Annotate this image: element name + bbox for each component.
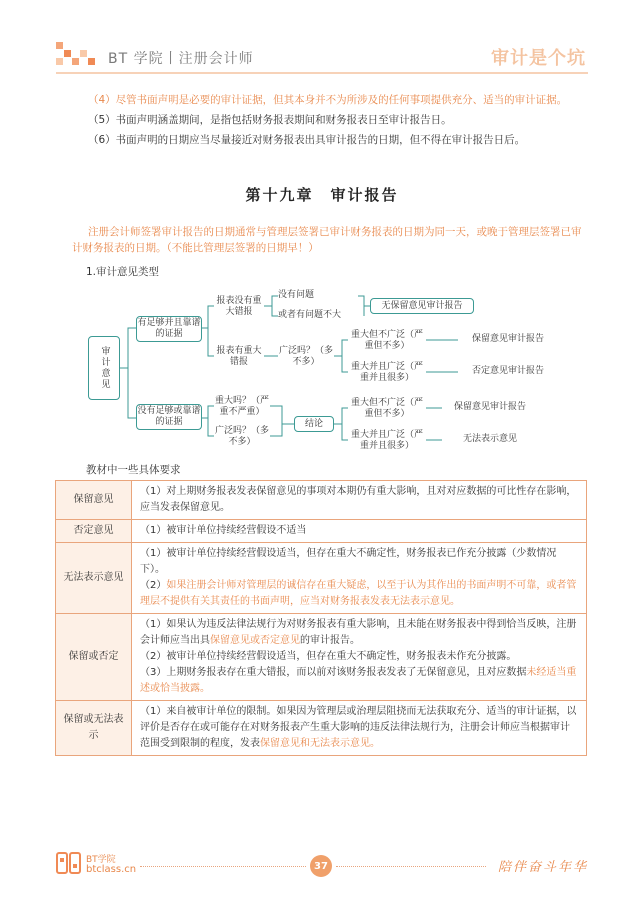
- intro-paragraphs: [72, 92, 582, 148]
- body-text: （1）来自被审计单位的限制。如果因为管理层或治理层阻挠而无法获取充分、适当的审计证据，以评价是否存在或可能存在对财务报表产生重大影响的违反法律法规行为，注册会计师应当根据审计范围受到限制的程度，发表: [140, 706, 577, 749]
- body-text: （2）被审计单位持续经营假设适当，但存在重大不确定性，财务报表未作充分披露。: [140, 651, 517, 662]
- table-row: [56, 481, 587, 520]
- diagram-no-problem: 没有问题: [278, 290, 315, 300]
- diagram-unqualified: 无保留意见审计报告: [370, 298, 474, 314]
- body-text: 的审计报告。: [300, 635, 360, 646]
- table-row-line: [140, 484, 578, 516]
- footer-divider-right: [336, 866, 486, 867]
- table-row-content: [132, 614, 587, 701]
- diagram-sufficient: 有足够并且靠谱的证据: [136, 316, 202, 342]
- diagram-qualified-2: 保留意见审计报告: [453, 402, 526, 412]
- header-slogan: 审计是个坑: [491, 48, 586, 69]
- body-text: （1）对上期财务报表发表保留意见的事项对本期仍有重大影响，且对对应数据的可比性存在影响，应当发表保留意见。: [140, 486, 577, 513]
- table-row-content: [132, 543, 587, 614]
- body-text: （2）: [140, 580, 167, 591]
- table-row-label: 否定意见: [56, 520, 132, 543]
- diagram-qualified-1: 保留意见审计报告: [471, 334, 544, 344]
- intro-para-6: （6）书面声明的日期应当尽量接近对财务报表出具审计报告的日期，但不得在审计报告日后。: [88, 134, 526, 146]
- table-row-content: [132, 701, 587, 756]
- header-divider: [56, 72, 588, 74]
- body-text: （1）被审计单位持续经营假设不适当: [140, 525, 307, 536]
- table-row-label: 保留或否定: [56, 614, 132, 701]
- body-text: （1）如果认为违反法律法规行为对财务报表有重大影响，且未能在财务报表中得到恰当反映，注册会计师应当出具: [140, 619, 577, 646]
- footer-slogan: 陪伴奋斗年华: [497, 860, 588, 875]
- highlighted-text: 未经适当重述或恰当披露。: [140, 667, 577, 694]
- footer-brand-cn: BT学院: [86, 855, 116, 865]
- footer-logo-icon: [56, 852, 82, 874]
- intro-para-4: （4）尽管书面声明是必要的审计证据，但其本身并不为所涉及的任何事项提供充分、适当的审计证据。: [88, 94, 568, 106]
- body-text: （3）上期财务报表存在重大错报，而以前对该财务报表发表了无保留意见，且对应数据: [140, 667, 527, 678]
- header-brand: BT 学院丨注册会计师: [108, 51, 254, 67]
- body-text: （1）被审计单位持续经营假设适当，但存在重大不确定性，财务报表已作充分披露（少数情况下）。: [140, 548, 557, 575]
- diagram-root: 审计意见: [88, 336, 120, 400]
- table-row-line: [140, 704, 578, 752]
- table-row-line: [140, 546, 578, 578]
- diagram-adverse: 否定意见审计报告: [471, 366, 544, 376]
- diagram-material-question: 重大吗？（严重不严重）: [214, 396, 269, 417]
- header-logo-squares: [56, 42, 100, 68]
- table-row-line: [140, 649, 578, 665]
- table-row: [56, 701, 587, 756]
- diagram-disclaimer: 无法表示意见: [462, 434, 517, 444]
- table-row-content: [132, 520, 587, 543]
- table-row-line: [140, 617, 578, 649]
- diagram-pervasive-question-1: 广泛吗？（多不多）: [278, 346, 333, 367]
- diagram-pervasive-question-2: 广泛吗？（多不多）: [214, 426, 269, 447]
- requirements-table: [55, 480, 587, 756]
- diagram-material-not-pervasive-2: 重大但不广泛（严重但不多）: [350, 398, 423, 419]
- table-row: [56, 614, 587, 701]
- diagram-conclusion: 结论: [294, 416, 334, 432]
- footer-brand-url: btclass.cn: [86, 864, 137, 875]
- table-row-label: 无法表示意见: [56, 543, 132, 614]
- highlighted-text: 如果注册会计师对管理层的诚信存在重大疑虑，以至于认为其作出的书面声明不可靠，或者管理层不提供有关其责任的书面声明，应当对财务报表发表无法表示意见。: [140, 580, 577, 607]
- page-number: 37: [310, 855, 332, 877]
- diagram-material-pervasive-1: 重大并且广泛（严重并且很多）: [350, 362, 423, 383]
- table-row: [56, 520, 587, 543]
- table-row: [56, 543, 587, 614]
- table-row-label: 保留或无法表示: [56, 701, 132, 756]
- chapter-intro: 注册会计师签署审计报告的日期通常与管理层签署已审计财务报表的日期为同一天，或晚于管理层签署已审计财务报表的日期。（不能比管理层签署的日期早！）: [72, 226, 582, 254]
- chapter-title: 第十九章 审计报告: [245, 186, 399, 204]
- footer-divider-left: [140, 866, 306, 867]
- diagram-or-immaterial: 或者有问题不大: [278, 310, 342, 320]
- diagram-no-misstatement: 报表没有重大错报: [216, 296, 262, 317]
- table-row-line: [140, 578, 578, 610]
- intro-para-5: （5）书面声明涵盖期间，是指包括财务报表期间和财务报表日至审计报告日。: [88, 114, 452, 126]
- audit-opinion-diagram: [80, 284, 580, 464]
- section-heading: 1.审计意见类型: [86, 266, 160, 278]
- highlighted-text: 保留意见或否定意见: [210, 635, 300, 646]
- diagram-material-not-pervasive-1: 重大但不广泛（严重但不多）: [350, 330, 423, 351]
- highlighted-text: 保留意见和无法表示意见。: [260, 738, 380, 749]
- diagram-insufficient: 没有足够或靠谱的证据: [136, 404, 202, 430]
- table-row-line: [140, 665, 578, 697]
- table-row-line: [140, 523, 578, 539]
- table-row-label: 保留意见: [56, 481, 132, 520]
- diagram-material-pervasive-2: 重大并且广泛（严重并且很多）: [350, 430, 423, 451]
- table-caption: 教材中一些具体要求: [86, 464, 181, 476]
- diagram-has-misstatement: 报表有重大错报: [216, 346, 262, 367]
- table-row-content: [132, 481, 587, 520]
